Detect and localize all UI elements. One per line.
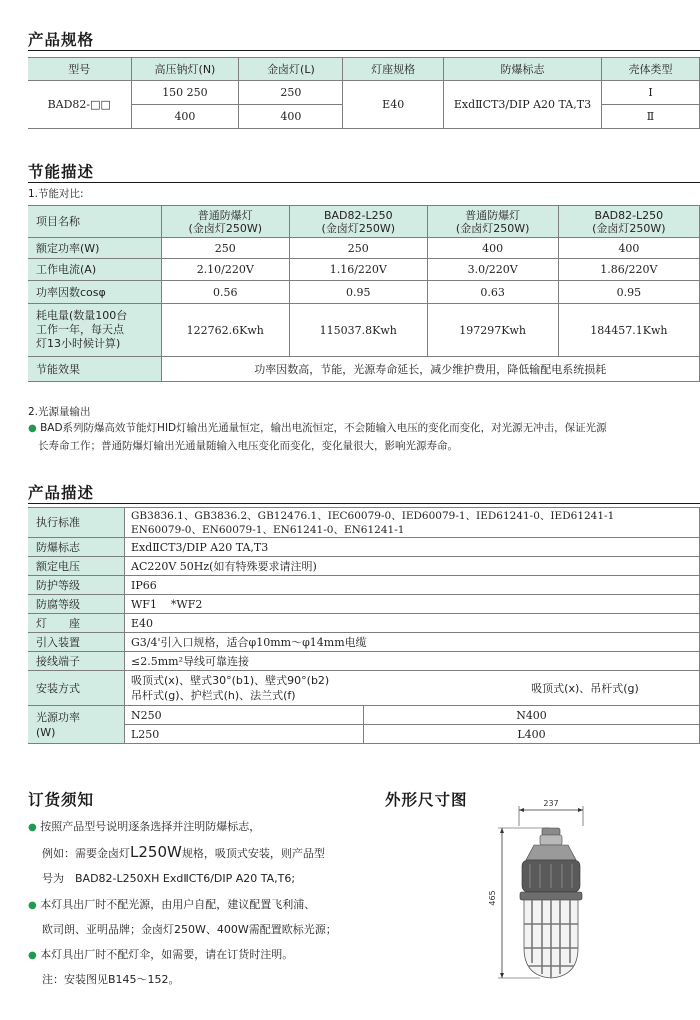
spec-header-model: 型号 <box>28 58 131 81</box>
arrow-left-icon <box>519 808 524 812</box>
order-text: 本灯具出厂时不配灯伞，如需要，请在订货时注明。 <box>40 948 294 961</box>
table-row <box>28 304 700 357</box>
label-line: 耗电量(数量100台 <box>36 309 128 322</box>
order-bullet2 <box>28 896 315 912</box>
table-row <box>28 633 700 652</box>
table-row <box>28 671 700 706</box>
install-cell <box>125 671 700 706</box>
energy-table <box>28 205 700 382</box>
order-text: 本灯具出厂时不配光源，由用户自配，建议配置飞利浦、 <box>40 898 316 911</box>
spec-header-shell: 壳体类型 <box>602 58 700 81</box>
table-row <box>28 538 700 557</box>
spec-header-mark: 防爆标志 <box>443 58 601 81</box>
spec-model-cell: BAD82-□□ <box>28 81 131 129</box>
energy-header-col3 <box>427 206 558 238</box>
order-text: 规格，吸顶式安装，则产品型 <box>181 847 325 860</box>
header-line1: BAD82-L250 <box>323 208 393 222</box>
table-cell: WF1 *WF2 <box>125 595 700 614</box>
spec-metal-cell: 400 <box>239 105 343 129</box>
order-example-line1 <box>42 843 325 861</box>
row-label: 防护等级 <box>28 576 125 595</box>
height-label: 465 <box>488 890 497 906</box>
install-line: 吊杆式(g)、护栏式(h)、法兰式(f) <box>131 689 296 702</box>
header-line2: (金卤灯250W) <box>321 221 396 235</box>
energy-title-rule <box>28 182 700 183</box>
table-cell: 184457.1Kwh <box>558 304 699 357</box>
header-line2: (金卤灯250W) <box>188 221 262 235</box>
table-cell: IP66 <box>125 576 700 595</box>
lamp-icon <box>520 828 582 978</box>
table-cell: AC220V 50Hz(如有特殊要求请注明) <box>125 557 700 576</box>
table-cell: 250 <box>161 238 289 259</box>
table-cell: 250 <box>290 238 428 259</box>
table-cell: 3.0/220V <box>427 259 558 281</box>
row-label: 防腐等级 <box>28 595 125 614</box>
row-label: 安装方式 <box>28 671 125 706</box>
table-cell: L250 <box>125 725 364 744</box>
energy-section-title: 节能描述 <box>28 163 95 181</box>
spec-shell-cell: Ⅰ <box>602 81 700 105</box>
standard-line: GB3836.1、GB3836.2、GB12476.1、IEC60079-0、IED60079-1、IED61241-0、IED61241-1 <box>131 509 615 522</box>
header-line1: 普通防爆灯 <box>197 208 253 222</box>
spec-section-title: 产品规格 <box>28 31 95 49</box>
bullet-icon: ● <box>28 822 37 833</box>
energy-paragraph-line1 <box>28 420 700 435</box>
energy-paragraph-text1: BAD系列防爆高效节能灯HID灯输出光通量恒定，输出电流恒定，不会随输入电压的变化而变化，对光源无冲击，保证光源 <box>40 422 607 434</box>
row-label: 灯 座 <box>28 614 125 633</box>
table-cell: 1.16/220V <box>290 259 428 281</box>
table-row <box>28 576 700 595</box>
table-cell: 0.63 <box>427 281 558 304</box>
order-note: 注：安装图见B145～152。 <box>42 973 180 986</box>
label-line: 灯13小时候计算) <box>36 337 121 350</box>
table-cell: L400 <box>364 725 700 744</box>
table-row <box>28 725 700 744</box>
table-cell: 0.95 <box>558 281 699 304</box>
table-cell: 122762.6Kwh <box>161 304 289 357</box>
lamp-dimension-drawing <box>480 798 620 988</box>
energy-effect-cell: 功率因数高，节能，光源寿命延长，减少维护费用，降低输配电系统损耗 <box>161 357 699 382</box>
table-cell: 400 <box>427 238 558 259</box>
table-cell: 0.95 <box>290 281 428 304</box>
spec-na-cell: 150 250 <box>131 81 239 105</box>
product-table <box>28 507 700 744</box>
row-label <box>28 706 125 744</box>
table-cell: 197297Kwh <box>427 304 558 357</box>
table-row <box>28 508 700 538</box>
order-section-title: 订货须知 <box>28 791 95 809</box>
spec-header-na: 高压钠灯(N) <box>131 58 239 81</box>
table-row <box>28 595 700 614</box>
install-right: 吸顶式(x)、吊杆式(g) <box>531 681 639 695</box>
table-cell: N400 <box>364 706 700 725</box>
arrow-up-icon <box>500 828 504 833</box>
energy-header-col2 <box>290 206 428 238</box>
spec-header-row <box>28 58 700 81</box>
spec-header-socket: 灯座规格 <box>343 58 443 81</box>
product-section-title: 产品描述 <box>28 484 95 502</box>
energy-sub1: 1.节能对比: <box>28 188 84 200</box>
install-left <box>125 673 471 703</box>
order-bullet2-cont: 欧司朗、亚明品牌；金卤灯250W、400W需配置欧标光源； <box>42 923 337 936</box>
bullet-icon: ● <box>28 900 37 911</box>
spec-title-rule <box>28 50 700 51</box>
energy-sub2: 2.光源量输出 <box>28 406 91 418</box>
table-cell: G3/4'引入口规格，适合φ10mm～φ14mm电缆 <box>125 633 700 652</box>
header-line1: BAD82-L250 <box>594 208 664 222</box>
spec-table <box>28 57 700 129</box>
power-label-line: 光源功率 <box>36 710 80 724</box>
standard-cell <box>125 508 700 538</box>
bullet-icon: ● <box>28 423 37 434</box>
table-cell: 115037.8Kwh <box>290 304 428 357</box>
table-row <box>28 614 700 633</box>
order-text: 例如：需要金卤灯 <box>42 847 130 860</box>
spec-shell-cell: Ⅱ <box>602 105 700 129</box>
table-cell: N250 <box>125 706 364 725</box>
table-row <box>28 81 700 105</box>
spec-header-metal: 金卤灯(L) <box>239 58 343 81</box>
row-label: 功率因数cosφ <box>28 281 161 304</box>
standard-line: EN60079-0、EN60079-1、EN61241-0、EN61241-1 <box>131 523 405 536</box>
table-cell: ≤2.5mm²导线可靠连接 <box>125 652 700 671</box>
power-label-line: (W) <box>36 725 56 739</box>
table-cell: 400 <box>558 238 699 259</box>
energy-header-col1 <box>161 206 289 238</box>
energy-header-col4 <box>558 206 699 238</box>
row-label <box>28 304 161 357</box>
dims-section-title: 外形尺寸图 <box>385 791 468 809</box>
table-row <box>28 557 700 576</box>
table-cell: 1.86/220V <box>558 259 699 281</box>
product-title-rule <box>28 503 700 504</box>
spec-na-cell: 400 <box>131 105 239 129</box>
row-label: 工作电流(A) <box>28 259 161 281</box>
table-cell: ExdⅡCT3/DIP A20 TA,T3 <box>125 538 700 557</box>
width-label: 237 <box>543 799 559 808</box>
row-label: 执行标准 <box>28 508 125 538</box>
energy-paragraph-line2: 长寿命工作；普通防爆灯输出光通量随输入电压变化而变化，变化量很大，影响光源寿命。 <box>38 440 458 452</box>
install-line: 吸顶式(x)、壁式30°(b1)、壁式90°(b2) <box>131 674 330 687</box>
table-cell: E40 <box>125 614 700 633</box>
energy-header-item: 项目名称 <box>28 206 161 238</box>
table-row <box>28 238 700 259</box>
table-cell: 2.10/220V <box>161 259 289 281</box>
header-line2: (金卤灯250W) <box>455 221 530 235</box>
row-label: 防爆标志 <box>28 538 125 557</box>
spec-socket-cell: E40 <box>343 81 443 129</box>
table-row <box>28 281 700 304</box>
label-line: 工作一年，每天点 <box>36 323 124 336</box>
header-line1: 普通防爆灯 <box>465 208 521 222</box>
header-line2: (金卤灯250W) <box>592 221 666 235</box>
spec-metal-cell: 250 <box>239 81 343 105</box>
table-row <box>28 357 700 382</box>
order-highlight: L250W <box>130 843 182 861</box>
table-row <box>28 706 700 725</box>
bullet-icon: ● <box>28 950 37 961</box>
table-row <box>28 652 700 671</box>
arrow-down-icon <box>500 973 504 978</box>
order-bullet1 <box>28 818 260 834</box>
energy-header-row <box>28 206 700 238</box>
table-cell: 0.56 <box>161 281 289 304</box>
arrow-right-icon <box>578 808 583 812</box>
row-label: 额定功率(W) <box>28 238 161 259</box>
order-text: 按照产品型号说明逐条选择并注明防爆标志， <box>40 820 261 833</box>
row-label: 引入装置 <box>28 633 125 652</box>
order-example-line2: 号为 BAD82-L250XH ExdⅡCT6/DIP A20 TA,T6; <box>42 872 296 885</box>
row-label: 接线端子 <box>28 652 125 671</box>
row-label: 额定电压 <box>28 557 125 576</box>
order-bullet3 <box>28 946 293 962</box>
table-row <box>28 259 700 281</box>
row-label: 节能效果 <box>28 357 161 382</box>
spec-mark-cell: ExdⅡCT3/DIP A20 TA,T3 <box>443 81 601 129</box>
